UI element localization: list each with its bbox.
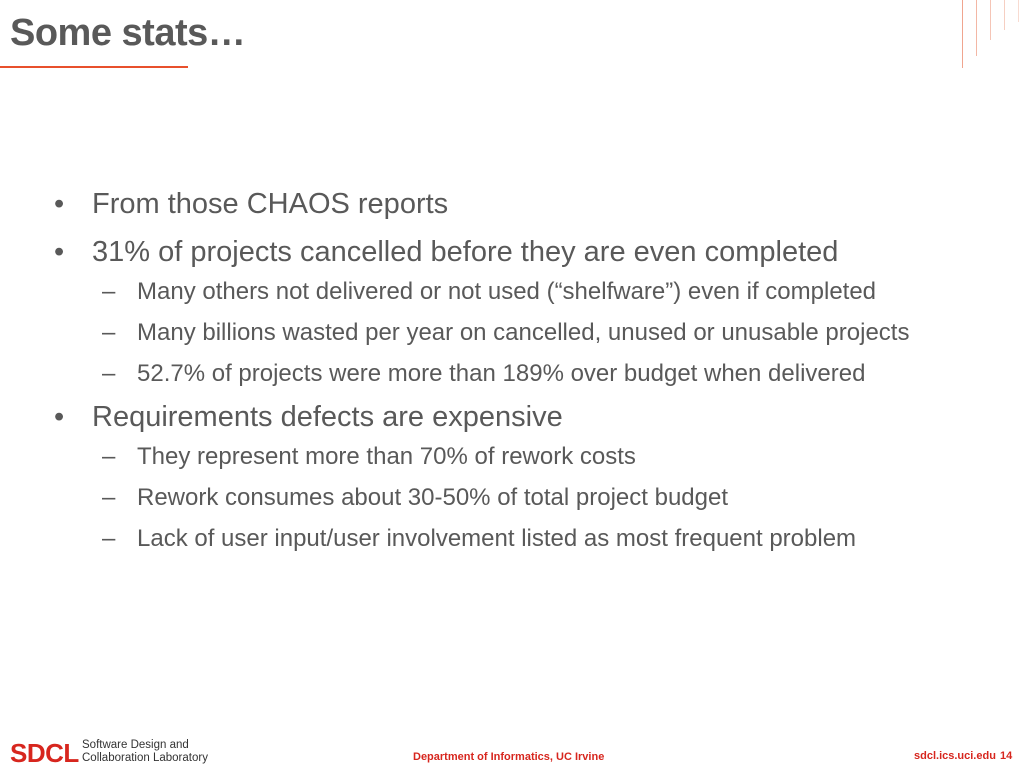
sub-list-item-text: Lack of user input/user involvement listed as most frequent problem — [137, 525, 857, 552]
bullet-icon: • — [54, 401, 65, 433]
title-underline — [0, 66, 188, 68]
department-label: Department of Informatics, UC Irvine — [413, 751, 605, 763]
sub-list-item-text: They represent more than 70% of rework costs — [137, 443, 636, 470]
list-item-text: From those CHAOS reports — [92, 188, 449, 220]
sub-list-item — [102, 440, 994, 474]
decorative-lines-graphic — [960, 0, 1024, 72]
sub-list-item-text: Many billions wasted per year on cancelled, unused or unusable projects — [137, 319, 910, 346]
sub-list-item-text: Many others not delivered or not used (“shelfware”) even if completed — [137, 278, 877, 305]
list-item — [54, 234, 994, 270]
sub-list-item-text: 52.7% of projects were more than 189% over budget when delivered — [137, 360, 866, 387]
page-number: 14 — [1000, 750, 1013, 762]
dash-icon: – — [102, 443, 116, 470]
bullet-list — [54, 186, 994, 563]
dash-icon: – — [102, 319, 116, 346]
dash-icon: – — [102, 278, 116, 305]
dash-icon: – — [102, 525, 116, 552]
dash-icon: – — [102, 484, 116, 511]
sub-list-item-text: Rework consumes about 30-50% of total project budget — [137, 484, 729, 511]
bullet-icon: • — [54, 236, 65, 268]
bullet-icon: • — [54, 188, 65, 220]
lab-name — [82, 739, 208, 765]
sub-list-item — [102, 357, 994, 391]
slide-title: Some stats… — [10, 12, 246, 54]
sub-list-item — [102, 481, 994, 515]
list-item-text: 31% of projects cancelled before they are even completed — [92, 236, 839, 268]
sdcl-logo: SDCL — [10, 738, 79, 768]
lab-name-line1: Software Design and — [82, 739, 189, 751]
dash-icon: – — [102, 360, 116, 387]
list-item — [54, 399, 994, 435]
sub-list-item — [102, 275, 994, 309]
lab-name-line2: Collaboration Laboratory — [82, 752, 208, 764]
list-item-text: Requirements defects are expensive — [92, 401, 563, 433]
sub-list-item — [102, 522, 994, 556]
sub-list-item — [102, 316, 994, 350]
footer-url: sdcl.ics.uci.edu — [914, 750, 996, 762]
list-item — [54, 186, 994, 222]
